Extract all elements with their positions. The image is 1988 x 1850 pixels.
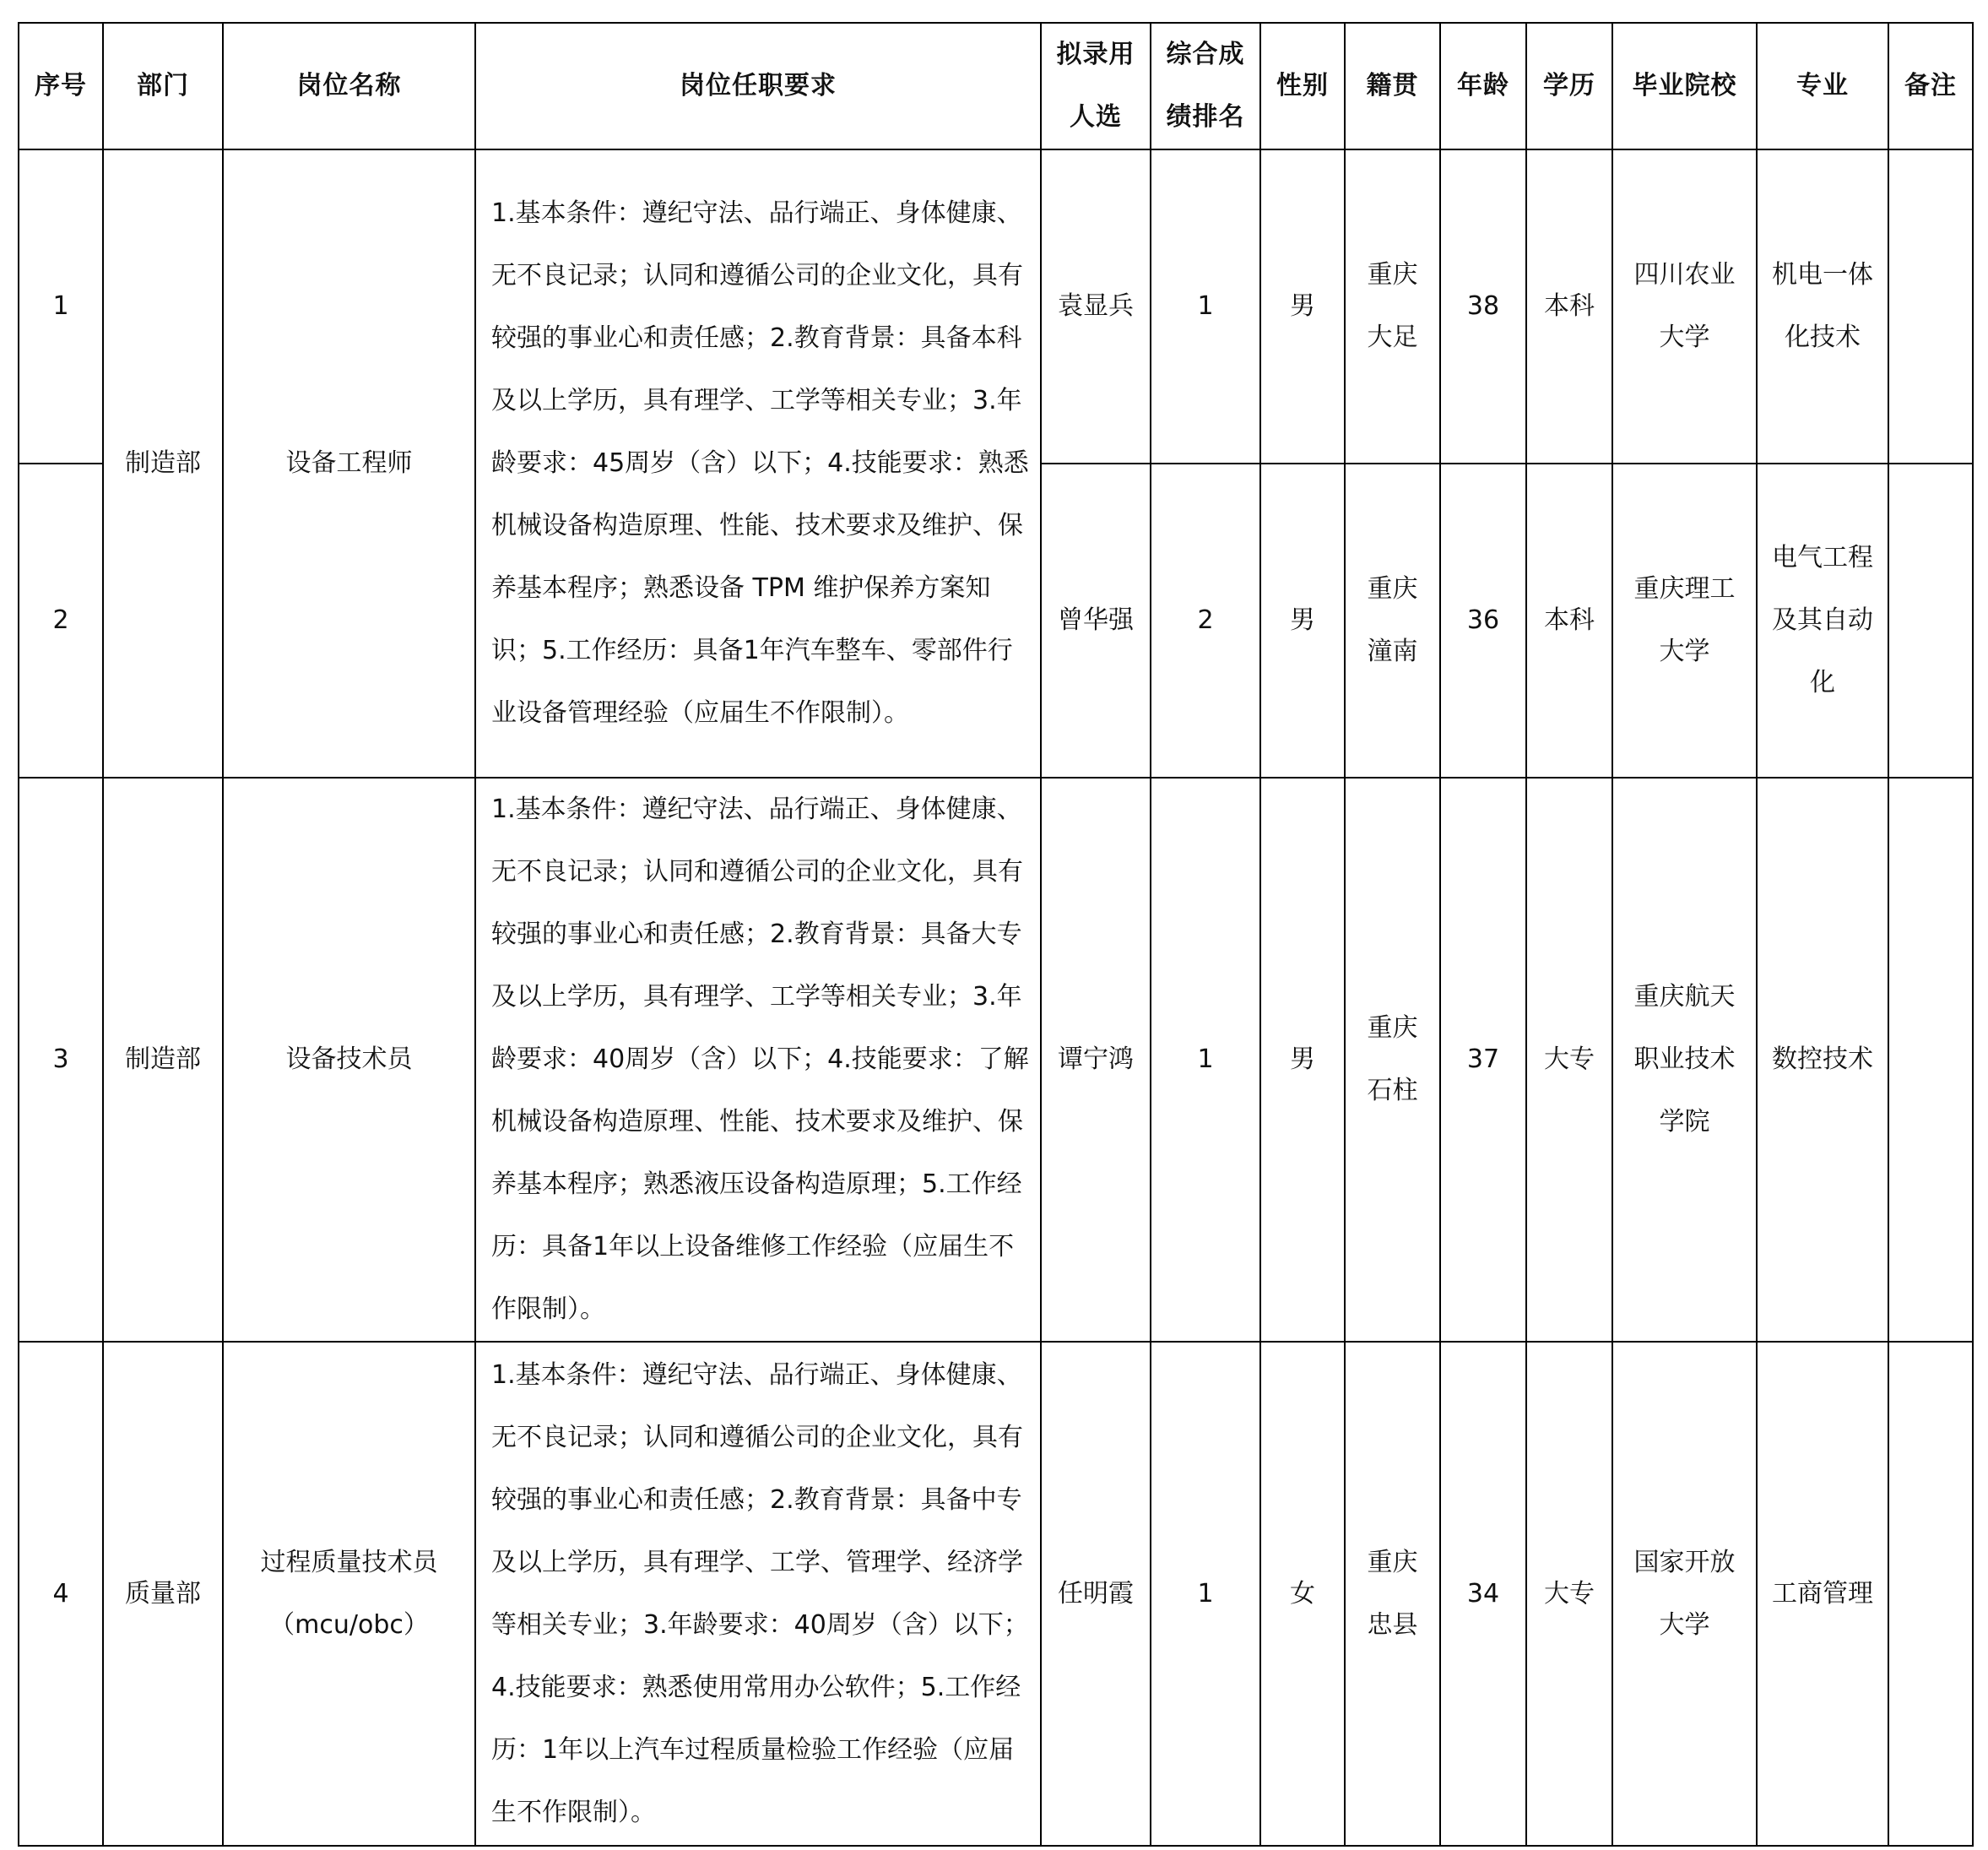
recruitment-table bbox=[18, 22, 1974, 1847]
header-remark: 备注 bbox=[1888, 23, 1973, 149]
cell-major: 机电一体化技术 bbox=[1757, 149, 1888, 464]
header-gender: 性别 bbox=[1260, 23, 1345, 149]
cell-gender: 女 bbox=[1260, 1342, 1345, 1846]
cell-age: 34 bbox=[1440, 1342, 1526, 1846]
cell-candidate: 谭宁鸿 bbox=[1041, 778, 1151, 1342]
cell-rank: 1 bbox=[1151, 149, 1260, 464]
cell-remark bbox=[1888, 149, 1973, 464]
cell-origin: 重庆忠县 bbox=[1345, 1342, 1440, 1846]
cell-gender: 男 bbox=[1260, 149, 1345, 464]
cell-requirements: 1.基本条件：遵纪守法、品行端正、身体健康、无不良记录；认同和遵循公司的企业文化，具有较强的事业心和责任感；2.教育背景：具备大专及以上学历，具有理学、工学等相关专业；3.年龄要求：40周岁（含）以下；4.技能要求：了解机械设备构造原理、性能、技术要求及维护、保养基本程序；熟悉液压设备构造原理；5.工作经历：具备1年以上设备维修工作经验（应届生不作限制）。 bbox=[475, 778, 1041, 1342]
cell-requirements: 1.基本条件：遵纪守法、品行端正、身体健康、无不良记录；认同和遵循公司的企业文化，具有较强的事业心和责任感；2.教育背景：具备本科及以上学历，具有理学、工学等相关专业；3.年龄要求：45周岁（含）以下；4.技能要求：熟悉机械设备构造原理、性能、技术要求及维护、保养基本程序；熟悉设备 TPM 维护保养方案知识；5.工作经历：具备1年汽车整车、零部件行业设备管理经验（应届生不作限制）。 bbox=[475, 149, 1041, 778]
cell-requirements: 1.基本条件：遵纪守法、品行端正、身体健康、无不良记录；认同和遵循公司的企业文化，具有较强的事业心和责任感；2.教育背景：具备中专及以上学历，具有理学、工学、管理学、经济学等相关专业；3.年龄要求：40周岁（含）以下；4.技能要求：熟悉使用常用办公软件；5.工作经历：1年以上汽车过程质量检验工作经验（应届生不作限制）。 bbox=[475, 1342, 1041, 1846]
cell-rank: 2 bbox=[1151, 464, 1260, 778]
cell-remark bbox=[1888, 1342, 1973, 1846]
cell-major: 电气工程及其自动化 bbox=[1757, 464, 1888, 778]
header-requirements: 岗位任职要求 bbox=[475, 23, 1041, 149]
cell-no: 2 bbox=[19, 464, 103, 778]
cell-major: 工商管理 bbox=[1757, 1342, 1888, 1846]
cell-position: 设备工程师 bbox=[223, 149, 475, 778]
cell-candidate: 袁显兵 bbox=[1041, 149, 1151, 464]
cell-candidate: 曾华强 bbox=[1041, 464, 1151, 778]
position-subtitle: （mcu/obc） bbox=[269, 1609, 429, 1640]
cell-remark bbox=[1888, 778, 1973, 1342]
cell-dept: 质量部 bbox=[103, 1342, 223, 1846]
cell-candidate: 任明霞 bbox=[1041, 1342, 1151, 1846]
header-major: 专业 bbox=[1757, 23, 1888, 149]
header-row bbox=[19, 23, 1973, 149]
cell-no: 1 bbox=[19, 149, 103, 464]
cell-education: 大专 bbox=[1526, 1342, 1612, 1846]
cell-major: 数控技术 bbox=[1757, 778, 1888, 1342]
header-school: 毕业院校 bbox=[1612, 23, 1757, 149]
cell-dept: 制造部 bbox=[103, 149, 223, 778]
header-dept: 部门 bbox=[103, 23, 223, 149]
table-row bbox=[19, 1342, 1973, 1846]
cell-gender: 男 bbox=[1260, 464, 1345, 778]
cell-position: 设备技术员 bbox=[223, 778, 475, 1342]
cell-origin: 重庆潼南 bbox=[1345, 464, 1440, 778]
cell-age: 38 bbox=[1440, 149, 1526, 464]
cell-origin: 重庆石柱 bbox=[1345, 778, 1440, 1342]
cell-school: 重庆理工大学 bbox=[1612, 464, 1757, 778]
cell-dept: 制造部 bbox=[103, 778, 223, 1342]
cell-education: 本科 bbox=[1526, 149, 1612, 464]
cell-no: 3 bbox=[19, 778, 103, 1342]
position-title: 过程质量技术员 bbox=[260, 1547, 438, 1577]
table-row bbox=[19, 778, 1973, 1342]
header-rank: 综合成绩排名 bbox=[1151, 23, 1260, 149]
cell-education: 大专 bbox=[1526, 778, 1612, 1342]
cell-position bbox=[223, 1342, 475, 1846]
header-origin: 籍贯 bbox=[1345, 23, 1440, 149]
cell-age: 36 bbox=[1440, 464, 1526, 778]
cell-gender: 男 bbox=[1260, 778, 1345, 1342]
header-no: 序号 bbox=[19, 23, 103, 149]
header-position: 岗位名称 bbox=[223, 23, 475, 149]
header-age: 年龄 bbox=[1440, 23, 1526, 149]
cell-education: 本科 bbox=[1526, 464, 1612, 778]
cell-school: 国家开放大学 bbox=[1612, 1342, 1757, 1846]
cell-remark bbox=[1888, 464, 1973, 778]
cell-school: 重庆航天职业技术学院 bbox=[1612, 778, 1757, 1342]
table-row bbox=[19, 149, 1973, 464]
cell-age: 37 bbox=[1440, 778, 1526, 1342]
cell-no: 4 bbox=[19, 1342, 103, 1846]
cell-origin: 重庆大足 bbox=[1345, 149, 1440, 464]
header-candidate: 拟录用人选 bbox=[1041, 23, 1151, 149]
cell-rank: 1 bbox=[1151, 778, 1260, 1342]
header-education: 学历 bbox=[1526, 23, 1612, 149]
cell-school: 四川农业大学 bbox=[1612, 149, 1757, 464]
cell-rank: 1 bbox=[1151, 1342, 1260, 1846]
